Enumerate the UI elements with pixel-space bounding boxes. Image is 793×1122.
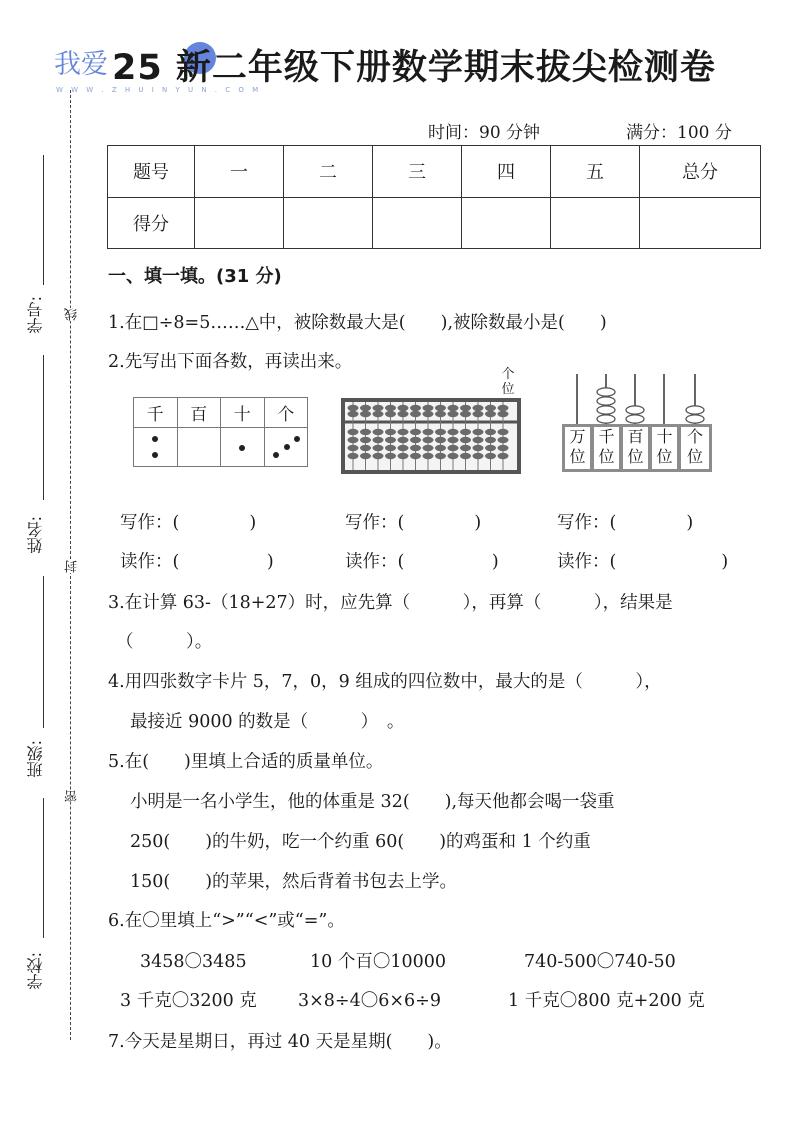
place-value-cell (134, 428, 178, 467)
score-input-cell[interactable] (551, 197, 640, 249)
bead-dot (239, 445, 245, 451)
score-table-header (108, 146, 761, 198)
abacus-bead (498, 437, 509, 443)
abacus-bead (460, 429, 471, 435)
abacus-bead (373, 429, 384, 435)
counting-frame-label: 万位 (565, 427, 590, 469)
abacus-beads (345, 402, 517, 470)
abacus-bead (410, 437, 421, 443)
place-value-cell (221, 428, 265, 467)
abacus-bead (473, 453, 484, 459)
question-5-line-1: 小明是一名小学生，他的体重是 32( ),每天他都会喝一袋重 (130, 792, 615, 812)
counting-frame-label: 百位 (623, 427, 648, 469)
abacus-bead (423, 437, 434, 443)
abacus-bead (485, 437, 496, 443)
counting-frame-bead (597, 406, 615, 414)
place-value-header: 千 (134, 398, 178, 428)
abacus-bead (398, 429, 409, 435)
page-title: 25 新二年级下册数学期末拔尖检测卷 (112, 48, 716, 88)
abacus-bead (398, 405, 409, 411)
abacus-bead (473, 437, 484, 443)
q6-compare-4[interactable]: 3 千克〇3200 克 (120, 991, 257, 1011)
abacus-bead (435, 437, 446, 443)
abacus-bead (398, 445, 409, 451)
bead-dot (284, 444, 290, 450)
score-table-row (108, 197, 761, 249)
question-4-cont: 最接近 9000 的数是（ ） 。 (130, 712, 405, 732)
abacus-bead (410, 453, 421, 459)
abacus-bead (385, 445, 396, 451)
abacus-bead (448, 429, 459, 435)
class-label: 班级: (26, 740, 45, 778)
counting-frame-bead (597, 397, 615, 405)
score-table (107, 145, 761, 249)
exam-full-score: 满分：100 分 (626, 123, 732, 143)
abacus-bead (435, 405, 446, 411)
abacus-bead (348, 437, 359, 443)
abacus-bead (360, 437, 371, 443)
question-3: 3.在计算 63-（18+27）时，应先算（ ），再算（ ），结果是 (108, 593, 673, 613)
q6-compare-5[interactable]: 3×8÷4〇6×6÷9 (298, 991, 441, 1011)
abacus-bead (485, 445, 496, 451)
abacus-bead (385, 437, 396, 443)
abacus-bead (410, 411, 421, 417)
q2-write-3[interactable]: 写作：( ) (557, 513, 694, 533)
watermark-logo: 我爱 (54, 49, 108, 80)
abacus-bead (360, 405, 371, 411)
name-blank[interactable] (43, 355, 44, 500)
place-value-header: 个 (264, 398, 308, 428)
counting-frame-bead (597, 415, 615, 423)
abacus-bead (385, 411, 396, 417)
counting-frame-bead (597, 388, 615, 396)
abacus-bead (373, 445, 384, 451)
counting-frame-label: 千位 (594, 427, 619, 469)
abacus-bead (348, 445, 359, 451)
abacus-bead (423, 405, 434, 411)
binding-seal-mark: 封 (65, 560, 80, 573)
abacus-bead (348, 411, 359, 417)
q2-read-1[interactable]: 读作：( ) (120, 552, 274, 572)
abacus-bead (473, 405, 484, 411)
q2-read-2[interactable]: 读作：( ) (345, 552, 499, 572)
place-value-header: 百 (177, 398, 221, 428)
question-2: 2.先写出下面各数，再读出来。 (108, 352, 353, 372)
score-input-cell[interactable] (195, 197, 284, 249)
counting-frame-label: 十位 (652, 427, 677, 469)
section-1-title: 一、填一填。(31 分) (108, 266, 282, 287)
school-label: 学校: (26, 952, 45, 990)
abacus-bead (435, 429, 446, 435)
q6-compare-1[interactable]: 3458〇3485 (140, 952, 247, 972)
abacus-bead (498, 411, 509, 417)
abacus-bead (385, 405, 396, 411)
abacus-bead (498, 453, 509, 459)
student-id-blank[interactable] (43, 155, 44, 285)
score-input-cell[interactable] (462, 197, 551, 249)
abacus-bead (360, 429, 371, 435)
score-header-cell: 三 (373, 146, 462, 198)
watermark-url: W W W . Z H U I N Y U N . C O M (56, 86, 262, 94)
question-5-line-2: 250( )的牛奶，吃一个约重 60( )的鸡蛋和 1 个约重 (130, 832, 591, 852)
abacus-bead (473, 429, 484, 435)
q6-compare-3[interactable]: 740-500〇740-50 (524, 952, 676, 972)
counting-frame-label: 个位 (681, 427, 709, 469)
abacus-bead (460, 437, 471, 443)
abacus-bead (373, 453, 384, 459)
bead-dot (152, 436, 158, 442)
abacus-bead (498, 429, 509, 435)
score-input-cell[interactable] (284, 197, 373, 249)
place-value-cell (177, 428, 221, 467)
place-value-cell (264, 428, 308, 467)
question-7: 7.今天是星期日，再过 40 天是星期( )。 (108, 1032, 452, 1052)
abacus-bead (473, 411, 484, 417)
abacus-bead (435, 411, 446, 417)
question-5-line-3: 150( )的苹果，然后背着书包去上学。 (130, 872, 458, 892)
bead-dot (294, 436, 300, 442)
score-header-cell: 总分 (640, 146, 761, 198)
abacus-bead (435, 445, 446, 451)
score-header-cell: 四 (462, 146, 551, 198)
abacus-bead (460, 411, 471, 417)
abacus-bead (423, 429, 434, 435)
abacus-bead (373, 437, 384, 443)
score-input-cell[interactable] (640, 197, 761, 249)
abacus-bead (448, 405, 459, 411)
q6-compare-2[interactable]: 10 个百〇10000 (310, 952, 447, 972)
abacus-bead (373, 411, 384, 417)
abacus-bead (485, 411, 496, 417)
abacus-bead (398, 411, 409, 417)
abacus-bead (398, 453, 409, 459)
abacus-bead (460, 453, 471, 459)
abacus-bead (423, 445, 434, 451)
abacus-bead (373, 405, 384, 411)
abacus-bead (385, 429, 396, 435)
question-3-cont: （ ）。 (116, 632, 213, 652)
abacus-bead (348, 429, 359, 435)
q6-compare-6[interactable]: 1 千克〇800 克+200 克 (508, 991, 705, 1011)
student-id-label: 学号: (26, 296, 45, 334)
abacus-bead (348, 405, 359, 411)
abacus-bead (348, 453, 359, 459)
question-4: 4.用四张数字卡片 5，7，0，9 组成的四位数中，最大的是（ ）， (108, 672, 662, 692)
counting-frame-bead (686, 406, 704, 414)
score-header-cell: 一 (195, 146, 284, 198)
abacus-bead (360, 453, 371, 459)
abacus-bead (410, 405, 421, 411)
name-label: 姓名: (26, 516, 45, 554)
score-header-cell: 二 (284, 146, 373, 198)
abacus-bead (473, 445, 484, 451)
abacus-bead (398, 437, 409, 443)
abacus-bead (485, 405, 496, 411)
abacus-bead (485, 453, 496, 459)
bead-dot (152, 452, 158, 458)
abacus-ones-label: 个位 (501, 367, 515, 397)
abacus-bead (448, 445, 459, 451)
abacus-bead (410, 429, 421, 435)
place-value-chart (133, 397, 308, 467)
score-header-cell: 五 (551, 146, 640, 198)
question-1: 1.在□÷8=5……△中，被除数最大是( ),被除数最小是( ) (108, 313, 607, 333)
abacus-bead (448, 411, 459, 417)
abacus-bead (460, 405, 471, 411)
abacus-bead (410, 445, 421, 451)
counting-frame-bead (626, 415, 644, 423)
place-value-header: 十 (221, 398, 265, 428)
class-blank[interactable] (43, 576, 44, 728)
abacus-bead (360, 411, 371, 417)
question-6: 6.在〇里填上“>”“<”或“=”。 (108, 911, 345, 931)
bead-dot (273, 452, 279, 458)
q2-write-1[interactable]: 写作：( ) (120, 513, 257, 533)
q2-read-3[interactable]: 读作：( ) (557, 552, 729, 572)
score-row-label: 得分 (108, 197, 195, 249)
abacus (341, 398, 521, 474)
school-blank[interactable] (43, 798, 44, 938)
abacus-bead (485, 429, 496, 435)
question-5: 5.在( )里填上合适的质量单位。 (108, 752, 384, 772)
score-header-cell: 题号 (108, 146, 195, 198)
q2-write-2[interactable]: 写作：( ) (345, 513, 482, 533)
exam-time: 时间：90 分钟 (428, 123, 541, 143)
abacus-bead (435, 453, 446, 459)
abacus-bead (423, 453, 434, 459)
abacus-bead (360, 445, 371, 451)
abacus-bead (448, 437, 459, 443)
score-input-cell[interactable] (373, 197, 462, 249)
abacus-bead (423, 411, 434, 417)
counting-frame-bead (626, 406, 644, 414)
abacus-bead (460, 445, 471, 451)
abacus-bead (498, 445, 509, 451)
abacus-bead (448, 453, 459, 459)
counting-frame-bead (686, 415, 704, 423)
binding-line-mark: 线 (65, 308, 80, 321)
abacus-bead (498, 405, 509, 411)
binding-secret-mark: 密 (65, 790, 80, 803)
abacus-bead (385, 453, 396, 459)
counting-frame-rods (562, 372, 714, 426)
